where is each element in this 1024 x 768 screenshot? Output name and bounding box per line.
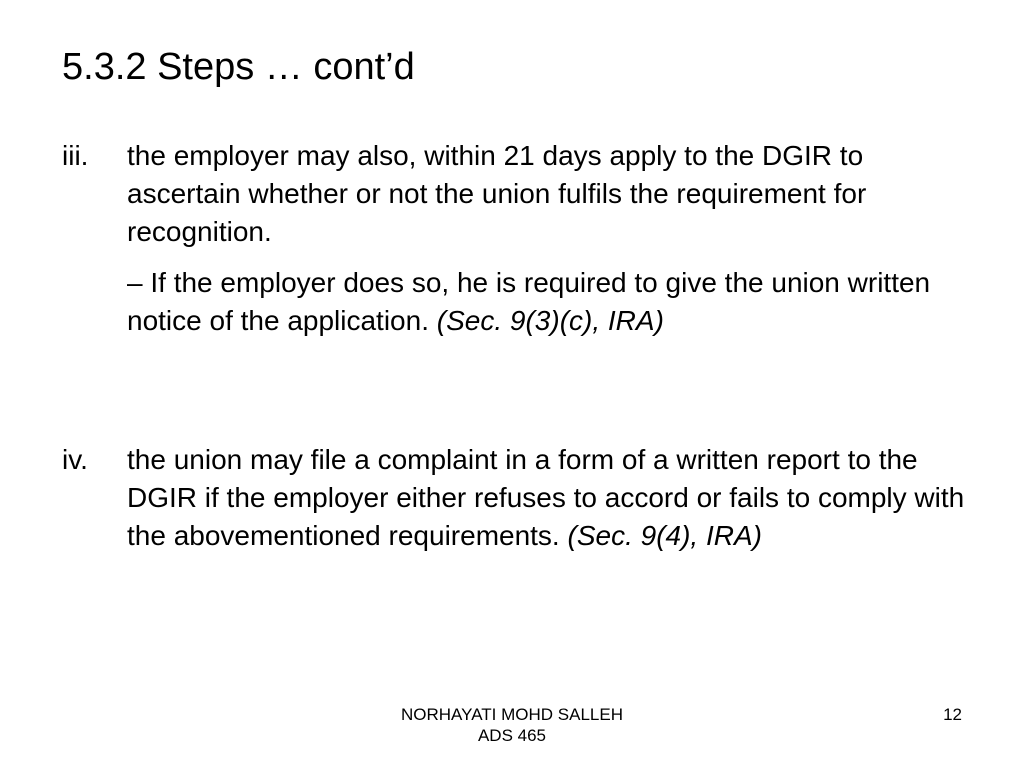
footer-author: NORHAYATI MOHD SALLEH [401,705,623,724]
list-item-text: the employer may also, within 21 days apply to the DGIR to ascertain whether or not the union fulfils the requirement for recognition. [127,140,867,247]
citation: (Sec. 9(4), IRA) [567,520,762,551]
citation: (Sec. 9(3)(c), IRA) [436,305,664,336]
sub-point [127,264,947,340]
sub-point-text: – If the employer does so, he is required to give the union written notice of the application. [127,267,931,336]
list-item-text-wrap [127,441,977,555]
list-marker: iv. [62,444,88,475]
slide-title: 5.3.2 Steps … cont’d [62,46,415,88]
list-marker: iii. [62,140,89,171]
list-item-text: the union may file a complaint in a form of a written report to the DGIR if the employer either refuses to accord or fails to comply with the abovementioned requirements. [127,444,965,551]
footer [0,704,1024,746]
page-number: 12 [943,705,962,724]
footer-course: ADS 465 [477,726,547,745]
